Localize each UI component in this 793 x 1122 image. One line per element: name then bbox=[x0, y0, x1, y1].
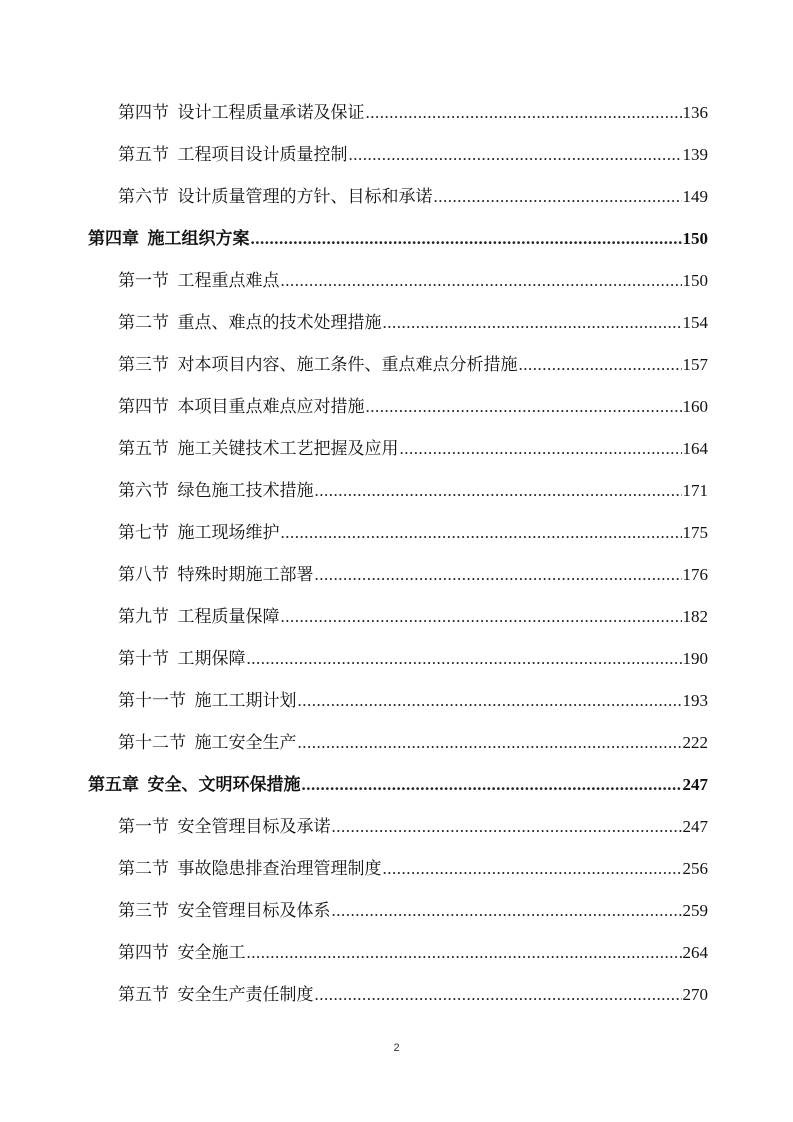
toc-page-number: 247 bbox=[682, 817, 708, 836]
dot-leader bbox=[247, 649, 682, 669]
toc-page-number: 164 bbox=[682, 439, 708, 458]
toc-entry[interactable] bbox=[118, 854, 708, 879]
toc-prefix: 第四节 bbox=[118, 397, 169, 416]
toc-entry[interactable] bbox=[118, 182, 708, 207]
toc-page-number: 190 bbox=[682, 649, 708, 668]
toc-prefix: 第五节 bbox=[118, 439, 169, 458]
toc-title: 安全管理目标及承诺 bbox=[177, 817, 331, 836]
toc-title: 施工安全生产 bbox=[194, 733, 297, 752]
toc-entry[interactable] bbox=[118, 812, 708, 837]
toc-page-number: 154 bbox=[682, 313, 708, 332]
toc-prefix: 第一节 bbox=[118, 817, 169, 836]
toc-prefix: 第五节 bbox=[118, 145, 169, 164]
toc-entry[interactable] bbox=[118, 476, 708, 501]
toc-prefix: 第五节 bbox=[118, 985, 169, 1004]
toc-title: 安全施工 bbox=[177, 943, 246, 962]
toc-title: 工程重点难点 bbox=[177, 271, 280, 290]
toc-prefix: 第六节 bbox=[118, 187, 169, 206]
toc-entry[interactable] bbox=[118, 644, 708, 669]
dot-leader bbox=[281, 607, 682, 627]
toc-entry[interactable] bbox=[118, 938, 708, 963]
dot-leader bbox=[281, 271, 682, 291]
dot-leader bbox=[519, 355, 682, 375]
toc-entry[interactable] bbox=[118, 728, 708, 753]
toc-entry[interactable] bbox=[118, 980, 708, 1005]
dot-leader bbox=[434, 187, 682, 207]
dot-leader bbox=[302, 775, 682, 795]
toc-title: 工期保障 bbox=[177, 649, 246, 668]
toc-entry[interactable] bbox=[118, 560, 708, 585]
toc-prefix: 第三节 bbox=[118, 355, 169, 374]
toc-title: 施工组织方案 bbox=[147, 229, 250, 248]
toc-entry[interactable] bbox=[118, 434, 708, 459]
toc-prefix: 第二节 bbox=[118, 313, 169, 332]
toc-title: 设计质量管理的方针、目标和承诺 bbox=[177, 187, 433, 206]
dot-leader bbox=[383, 313, 682, 333]
toc-prefix: 第三节 bbox=[118, 901, 169, 920]
toc-page-number: 222 bbox=[682, 733, 708, 752]
toc-title: 施工关键技术工艺把握及应用 bbox=[177, 439, 399, 458]
toc-prefix: 第七节 bbox=[118, 523, 169, 542]
toc-entry[interactable] bbox=[118, 350, 708, 375]
toc-page-number: 136 bbox=[682, 103, 708, 122]
dot-leader bbox=[281, 523, 682, 543]
toc-title: 安全、文明环保措施 bbox=[147, 775, 301, 794]
toc-title: 特殊时期施工部署 bbox=[177, 565, 314, 584]
toc-chapter-entry[interactable] bbox=[88, 770, 708, 795]
toc-chapter-entry[interactable] bbox=[88, 224, 708, 249]
dot-leader bbox=[315, 985, 682, 1005]
dot-leader bbox=[247, 943, 682, 963]
dot-leader bbox=[251, 229, 682, 249]
toc-title: 绿色施工技术措施 bbox=[177, 481, 314, 500]
toc-page-number: 247 bbox=[682, 775, 708, 794]
toc-entry[interactable] bbox=[118, 602, 708, 627]
toc-title: 施工工期计划 bbox=[194, 691, 297, 710]
dot-leader bbox=[349, 145, 682, 165]
toc-title: 安全管理目标及体系 bbox=[177, 901, 331, 920]
toc-title: 对本项目内容、施工条件、重点难点分析措施 bbox=[177, 355, 518, 374]
toc-title: 事故隐患排查治理管理制度 bbox=[177, 859, 382, 878]
toc-page-number: 157 bbox=[682, 355, 708, 374]
toc-entry[interactable] bbox=[118, 518, 708, 543]
toc-prefix: 第十节 bbox=[118, 649, 169, 668]
toc-page-number: 264 bbox=[682, 943, 708, 962]
toc-title: 本项目重点难点应对措施 bbox=[177, 397, 365, 416]
toc-prefix: 第十一节 bbox=[118, 691, 186, 710]
toc-page-number: 176 bbox=[682, 565, 708, 584]
toc-page-number: 139 bbox=[682, 145, 708, 164]
dot-leader bbox=[298, 691, 682, 711]
toc-entry[interactable] bbox=[118, 896, 708, 921]
dot-leader bbox=[383, 859, 682, 879]
toc-page-number: 270 bbox=[682, 985, 708, 1004]
toc-prefix: 第十二节 bbox=[118, 733, 186, 752]
toc-prefix: 第九节 bbox=[118, 607, 169, 626]
toc-prefix: 第八节 bbox=[118, 565, 169, 584]
toc-title: 工程质量保障 bbox=[177, 607, 280, 626]
toc-page-number: 160 bbox=[682, 397, 708, 416]
dot-leader bbox=[332, 901, 682, 921]
toc-prefix: 第四节 bbox=[118, 943, 169, 962]
toc-title: 施工现场维护 bbox=[177, 523, 280, 542]
toc-prefix: 第四章 bbox=[88, 229, 139, 248]
toc-page-number: 193 bbox=[682, 691, 708, 710]
page-footer-number: 2 bbox=[393, 1042, 400, 1054]
toc-prefix: 第四节 bbox=[118, 103, 169, 122]
dot-leader bbox=[332, 817, 682, 837]
dot-leader bbox=[366, 397, 682, 417]
toc-entry[interactable] bbox=[118, 392, 708, 417]
toc-page-number: 182 bbox=[682, 607, 708, 626]
toc-title: 重点、难点的技术处理措施 bbox=[177, 313, 382, 332]
toc-prefix: 第六节 bbox=[118, 481, 169, 500]
toc-page-number: 175 bbox=[682, 523, 708, 542]
toc-title: 设计工程质量承诺及保证 bbox=[177, 103, 365, 122]
toc-page-number: 149 bbox=[682, 187, 708, 206]
dot-leader bbox=[315, 565, 682, 585]
dot-leader bbox=[366, 103, 682, 123]
dot-leader bbox=[315, 481, 682, 501]
toc-page-number: 150 bbox=[682, 271, 708, 290]
toc-title: 安全生产责任制度 bbox=[177, 985, 314, 1004]
toc-page-number: 256 bbox=[682, 859, 708, 878]
toc-entry[interactable] bbox=[118, 686, 708, 711]
toc-prefix: 第一节 bbox=[118, 271, 169, 290]
toc-entry[interactable] bbox=[118, 266, 708, 291]
toc-prefix: 第二节 bbox=[118, 859, 169, 878]
dot-leader bbox=[298, 733, 682, 753]
toc-entry[interactable] bbox=[118, 308, 708, 333]
dot-leader bbox=[400, 439, 682, 459]
toc-page-number: 259 bbox=[682, 901, 708, 920]
toc-title: 工程项目设计质量控制 bbox=[177, 145, 348, 164]
toc-page-number: 171 bbox=[682, 481, 708, 500]
toc-entry[interactable] bbox=[118, 140, 708, 165]
toc-entry[interactable] bbox=[118, 98, 708, 123]
toc-page-number: 150 bbox=[682, 229, 708, 248]
toc-prefix: 第五章 bbox=[88, 775, 139, 794]
